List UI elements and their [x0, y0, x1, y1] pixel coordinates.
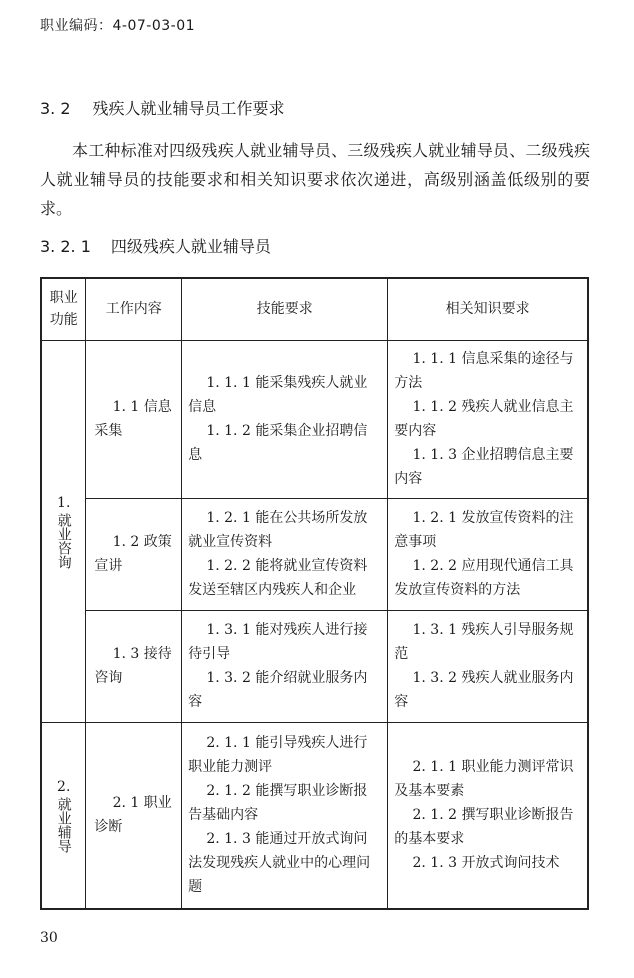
table-row	[41, 498, 588, 610]
skills-cell: 1. 3. 1 能对残疾人进行接待引导 1. 3. 2 能介绍就业服务内容	[182, 610, 388, 722]
knowledge-cell: 1. 3. 1 残疾人引导服务规范 1. 3. 2 残疾人就业服务内容	[388, 610, 588, 722]
section-heading	[40, 96, 285, 119]
subsection-number: 3. 2. 1	[40, 237, 91, 256]
table-row	[41, 722, 588, 909]
skills-cell: 1. 1. 1 能采集残疾人就业信息 1. 1. 2 能采集企业招聘信息	[182, 340, 388, 498]
subsection-heading	[40, 234, 271, 257]
function-cell: 2. 就业辅导	[41, 722, 86, 909]
content-cell: 1. 2 政策宣讲	[86, 498, 182, 610]
subsection-title: 四级残疾人就业辅导员	[110, 237, 271, 256]
content-cell: 2. 1 职业诊断	[86, 722, 182, 909]
header-knowledge: 相关知识要求	[388, 278, 588, 340]
knowledge-cell: 1. 2. 1 发放宣传资料的注意事项 1. 2. 2 应用现代通信工具发放宣传资料的方法	[388, 498, 588, 610]
function-cell: 1. 就业咨询	[41, 340, 86, 722]
page-number: 30	[40, 930, 58, 946]
table-header-row	[41, 278, 588, 340]
section-title: 残疾人就业辅导员工作要求	[92, 99, 285, 118]
header-skills: 技能要求	[182, 278, 388, 340]
occupation-code: 职业编码：4-07-03-01	[40, 18, 196, 34]
table-row	[41, 340, 588, 498]
table-row	[41, 610, 588, 722]
requirements-table	[40, 277, 589, 910]
skills-cell: 2. 1. 1 能引导残疾人进行职业能力测评 2. 1. 2 能撰写职业诊断报告基础内容 2. 1. 3 能通过开放式询问法发现残疾人就业中的心理问题	[182, 722, 388, 909]
section-number: 3. 2	[40, 99, 71, 118]
knowledge-cell: 1. 1. 1 信息采集的途径与方法 1. 1. 2 残疾人就业信息主要内容 1. 1. 3 企业招聘信息主要内容	[388, 340, 588, 498]
section-paragraph: 本工种标准对四级残疾人就业辅导员、三级残疾人就业辅导员、二级残疾人就业辅导员的技能要求和相关知识要求依次递进，高级别涵盖低级别的要求。	[40, 141, 590, 218]
content-cell: 1. 3 接待咨询	[86, 610, 182, 722]
skills-cell: 1. 2. 1 能在公共场所发放就业宣传资料 1. 2. 2 能将就业宣传资料发送至辖区内残疾人和企业	[182, 498, 388, 610]
header-function: 职业功能	[41, 278, 86, 340]
knowledge-cell: 2. 1. 1 职业能力测评常识及基本要素 2. 1. 2 撰写职业诊断报告的基本要求 2. 1. 3 开放式询问技术	[388, 722, 588, 909]
content-cell: 1. 1 信息采集	[86, 340, 182, 498]
header-content: 工作内容	[86, 278, 182, 340]
